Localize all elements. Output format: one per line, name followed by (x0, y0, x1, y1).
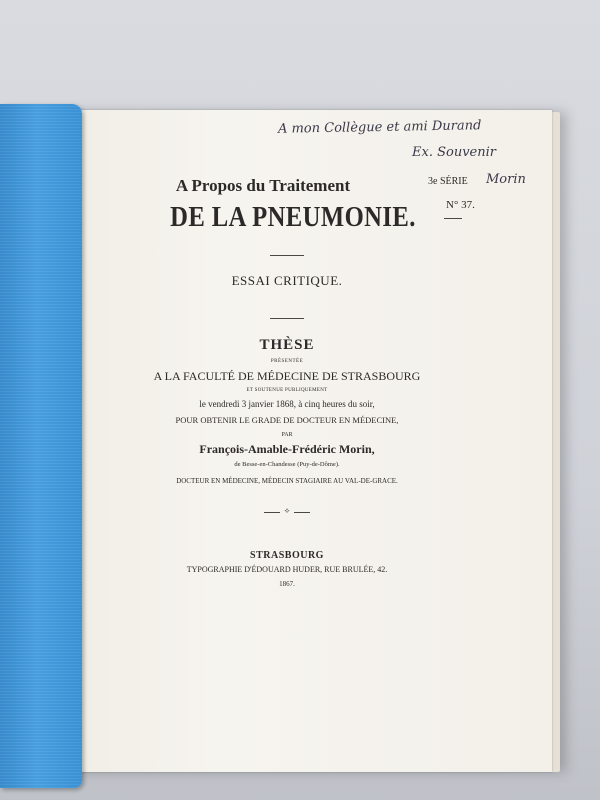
defense-date: le vendredi 3 janvier 1868, à cinq heures du soir, (199, 399, 375, 409)
grade: POUR OBTENIR LE GRADE DE DOCTEUR EN MÉDECINE, (175, 415, 399, 425)
faculte: A LA FACULTÉ DE MÉDECINE DE STRASBOURG (153, 369, 421, 383)
imprint-printer: TYPOGRAPHIE D'ÉDOUARD HUDER, RUE BRULÉE, 42. (186, 565, 388, 574)
series-label: 3e SÉRIE (428, 176, 468, 187)
inscription-signature: Morin (486, 172, 526, 187)
ornament-rule-right (294, 512, 310, 513)
these-soutenue: ET SOUTENUE PUBLIQUEMENT (246, 388, 328, 393)
title-page (78, 110, 552, 772)
inscription-line-2: Ex. Souvenir (412, 145, 496, 160)
blue-paper-spine (0, 104, 82, 788)
spine-texture (0, 104, 82, 788)
title-line-1: A Propos du Traitement (175, 176, 351, 195)
imprint-city: STRASBOURG (250, 550, 324, 561)
subtitle-rule (270, 318, 304, 319)
subtitle: ESSAI CRITIQUE. (231, 273, 343, 288)
author-name: François-Amable-Frédéric Morin, (199, 442, 375, 456)
par: PAR (281, 432, 293, 438)
inscription-line-1: A mon Collègue et ami Durand (277, 118, 482, 137)
ornament-icon: ⟡ (284, 506, 290, 515)
imprint-year: 1867. (279, 580, 295, 588)
title-line-2: DE LA PNEUMONIE. (170, 201, 416, 233)
ornament-rule-left (264, 512, 280, 513)
these-heading: THÈSE (259, 337, 315, 353)
author-titles: DOCTEUR EN MÉDECINE, MÉDECIN STAGIAIRE AU VAL-DE-GRACE. (176, 477, 398, 485)
author-origin: de Besse-en-Chandesse (Puy-de-Dôme). (234, 461, 340, 468)
title-rule (270, 255, 304, 256)
series-number: N° 37. (446, 199, 475, 211)
these-presentee: PRÉSENTÉE (270, 359, 304, 364)
